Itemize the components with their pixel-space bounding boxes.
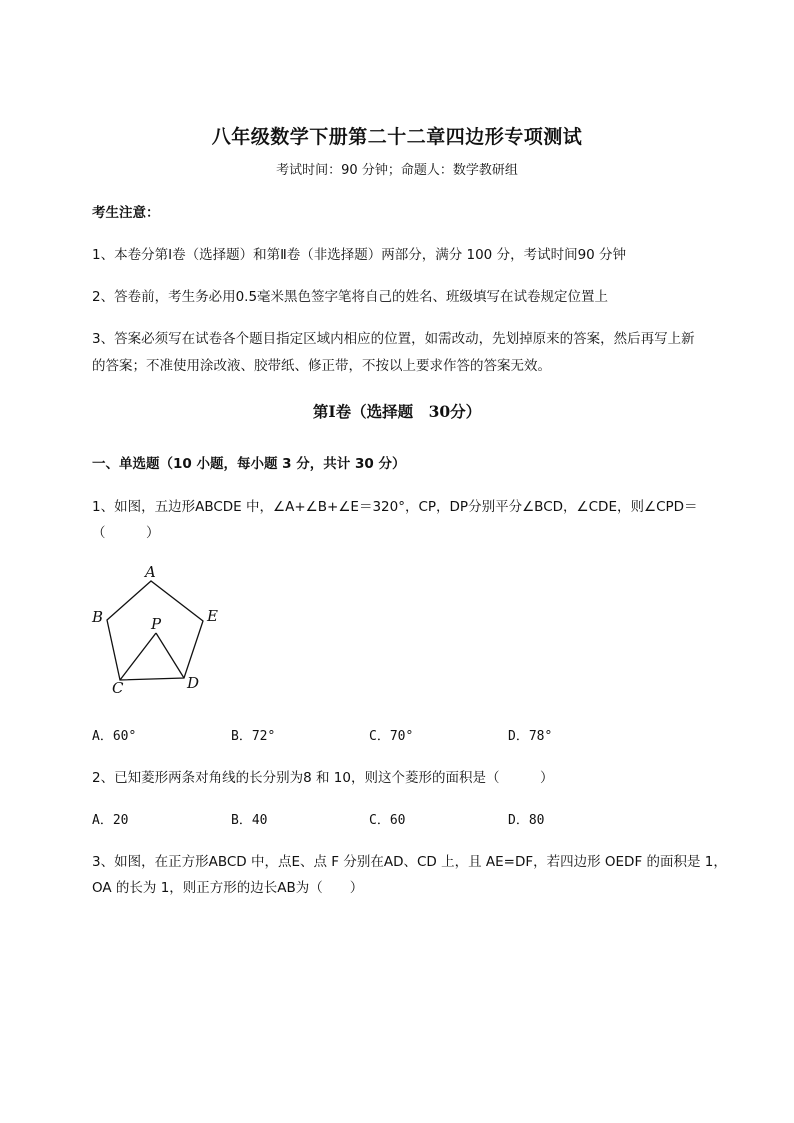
question-3-stem: 3、如图，在正方形ABCD 中，点E、点 F 分别在AD、CD 上，且 AE=DF，若四边形 OEDF 的面积是 1， xyxy=(92,854,727,870)
exam-title: 八年级数学下册第二十二章四边形专项测试 xyxy=(211,126,583,148)
q1-option-b[interactable]: B．72° xyxy=(231,729,276,744)
notice-heading: 考生注意： xyxy=(92,205,160,221)
segment-cp xyxy=(120,633,156,680)
exam-subtitle: 考试时间：90 分钟；命题人：数学教研组 xyxy=(276,163,518,178)
label-c: C xyxy=(112,679,124,697)
q2-option-c[interactable]: C．60 xyxy=(369,813,406,828)
pentagon-figure xyxy=(88,562,228,697)
question-1-blank: （ ） xyxy=(92,525,160,541)
section-title: 第Ⅰ卷（选择题 30分） xyxy=(312,402,482,421)
segment-dp xyxy=(156,633,184,678)
notice-item-3-continued: 的答案；不准使用涂改液、胶带纸、修正带，不按以上要求作答的答案无效。 xyxy=(92,358,551,374)
question-3-stem-continued: OA 的长为 1，则正方形的边长AB为（ ） xyxy=(92,880,364,896)
q2-option-b[interactable]: B．40 xyxy=(231,813,268,828)
q2-option-a[interactable]: A．20 xyxy=(92,813,129,828)
q1-option-c[interactable]: C．70° xyxy=(369,729,414,744)
notice-item-3: 3、答案必须写在试卷各个题目指定区域内相应的位置，如需改动，先划掉原来的答案，然后再写上新 xyxy=(92,331,695,347)
notice-item-1: 1、本卷分第Ⅰ卷（选择题）和第Ⅱ卷（非选择题）两部分，满分 100 分，考试时间90 分钟 xyxy=(92,247,627,263)
q1-option-d[interactable]: D．78° xyxy=(508,729,553,744)
label-d: D xyxy=(187,674,200,692)
label-a: A xyxy=(145,563,156,581)
q1-option-a[interactable]: A．60° xyxy=(92,729,137,744)
label-e: E xyxy=(207,607,218,625)
part-heading: 一、单选题（10 小题，每小题 3 分，共计 30 分） xyxy=(92,456,406,472)
q2-option-d[interactable]: D．80 xyxy=(508,813,545,828)
label-b: B xyxy=(92,608,104,626)
question-2-stem: 2、已知菱形两条对角线的长分别为8 和 10，则这个菱形的面积是（ ） xyxy=(92,770,554,786)
label-p: P xyxy=(151,615,162,633)
notice-item-2: 2、答卷前，考生务必用0.5毫米黑色签字笔将自己的姓名、班级填写在试卷规定位置上 xyxy=(92,289,609,305)
question-1-stem: 1、如图，五边形ABCDE 中，∠A+∠B+∠E＝320°，CP，DP分别平分∠BCD，∠CDE，则∠CPD＝ xyxy=(92,499,698,515)
